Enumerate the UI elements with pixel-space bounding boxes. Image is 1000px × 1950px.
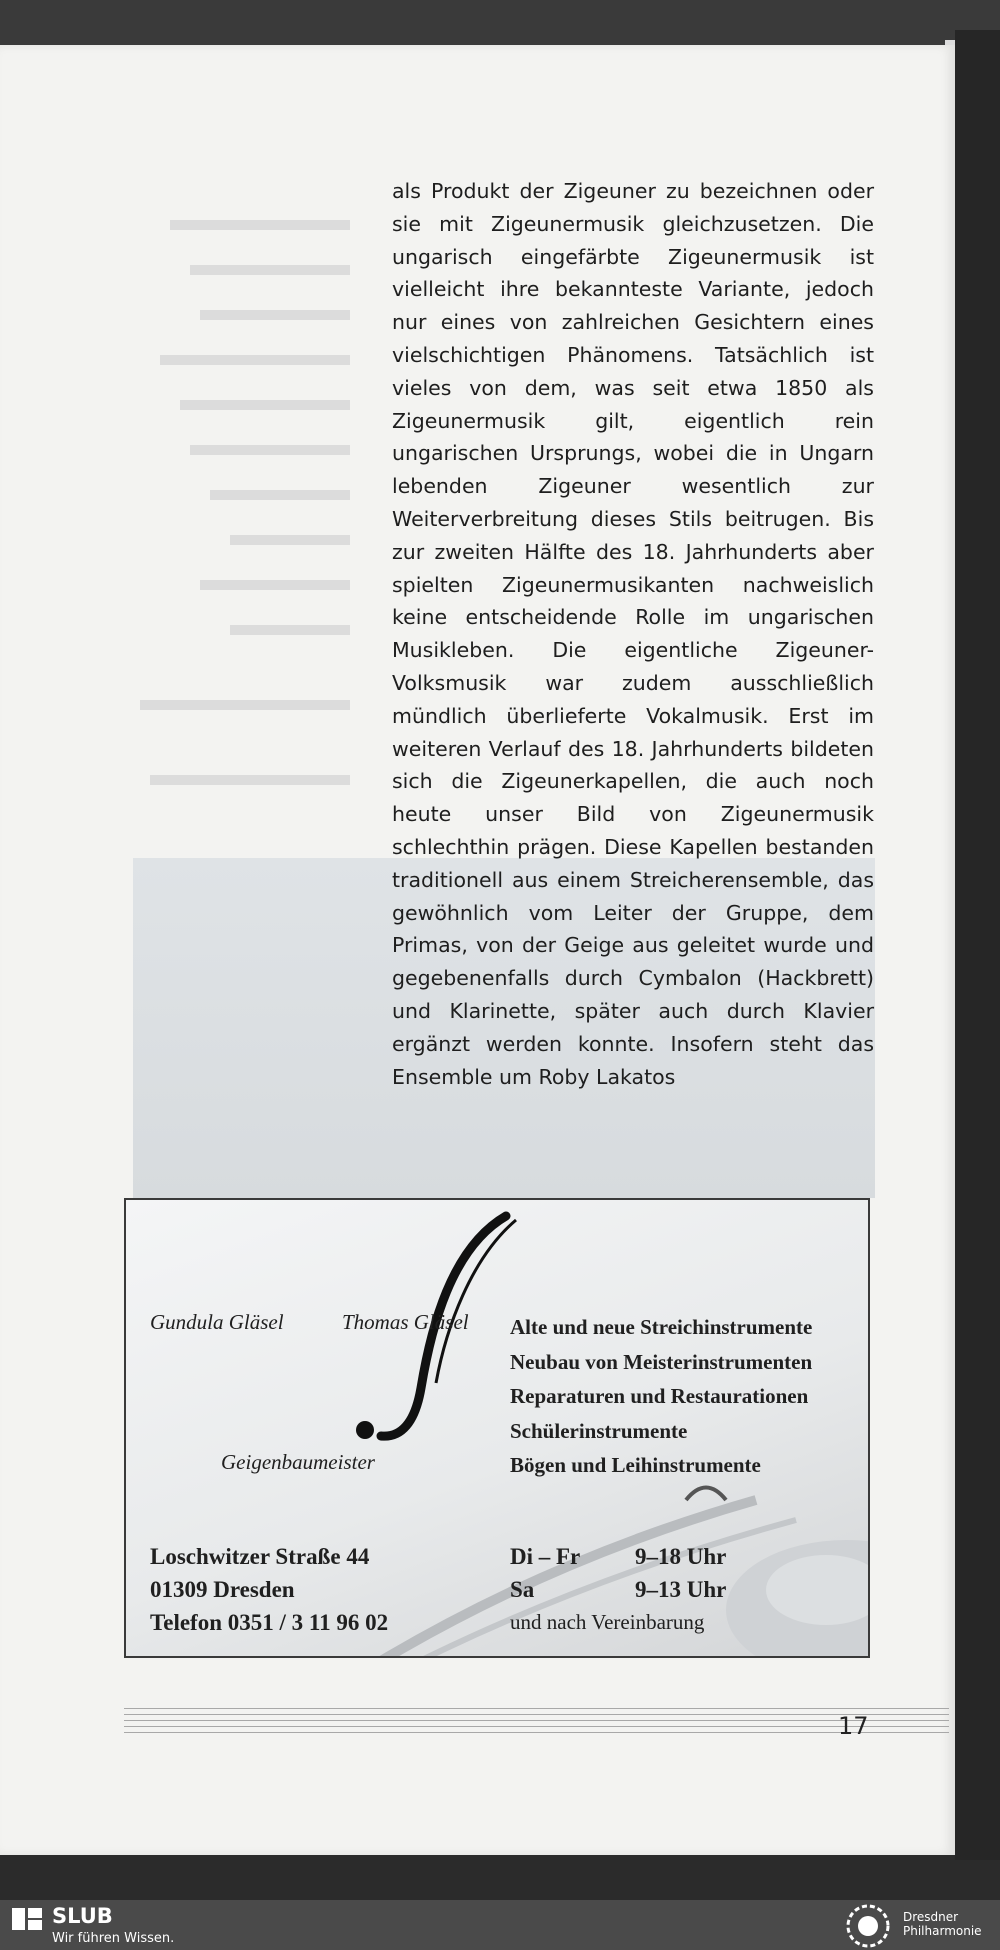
address-street: Loschwitzer Straße 44 <box>150 1544 370 1569</box>
slub-tagline: Wir führen Wissen. <box>52 1931 175 1946</box>
slub-logo-icon <box>12 1908 42 1930</box>
service-item: Schülerinstrumente <box>510 1418 688 1443</box>
scan-background-right <box>955 30 1000 1860</box>
owner-name-left: Gundula Gläsel <box>150 1310 284 1334</box>
profession-title: Geigenbaumeister <box>221 1450 375 1474</box>
owner-name-right: Thomas Gläsel <box>342 1310 469 1334</box>
philharmonie-name-line2: Philharmonie <box>903 1924 982 1938</box>
address-phone: Telefon 0351 / 3 11 96 02 <box>150 1610 389 1635</box>
hours-day: Di – Fr <box>510 1544 581 1569</box>
service-item: Neubau von Meisterinstrumenten <box>510 1349 813 1374</box>
advertisement-box <box>124 1198 870 1658</box>
service-item: Bögen und Leihinstrumente <box>510 1453 761 1477</box>
opening-hours <box>510 1540 726 1639</box>
scan-background-top <box>0 0 1000 45</box>
philharmonie-logo-icon <box>840 1904 896 1948</box>
body-paragraph: als Produkt der Zigeuner zu bezeichnen oder sie mit Zigeunermusik gleichzusetzen. Die ungarisch eingefärbte Zigeunermusik ist vielleicht ihre bekannteste Variante, jedoch nur eines von zahlreichen Gesichtern eines vielschichtigen Phänomens. Tatsächlich ist vieles von dem, was seit etwa 1850 als Zigeunermusik gilt, eigentlich rein ungarischen Ursprungs, wobei die in Ungarn lebenden Zigeuner wesentlich zur Weiterverbreitung dieses Stils beitrugen. Bis zur zweiten Hälfte des 18. Jahrhunderts aber spielten Zigeunermusikanten nachweislich keine entscheidende Rolle im ungarischen Musikleben. Die eigentliche Zigeuner-Volksmusik war zudem ausschließlich mündlich überlieferte Vokalmusik. Erst im weiteren Verlauf des 18. Jahrhunderts bildeten sich die Zigeunerkapellen, die auch noch heute unser Bild von Zigeunermusik schlechthin prägen. Diese Kapellen bestanden traditionell aus einem Streicherensemble, das gewöhnlich vom Leiter der Gruppe, dem Primas, von der Geige aus geleitet wurde und gegebenenfalls durch Cymbalon (Hackbrett) und Klarinette, später auch durch Klavier ergänzt werden konnte. Insofern steht das Ensemble um Roby Lakatos <box>392 179 874 1089</box>
service-item: Alte und neue Streichinstrumente <box>510 1315 813 1339</box>
hours-row <box>510 1540 726 1573</box>
services-list <box>510 1310 812 1483</box>
address-city: 01309 Dresden <box>150 1577 295 1602</box>
bleed-through-decoration <box>130 170 360 830</box>
hours-row <box>510 1573 726 1606</box>
footer-rule-lines <box>124 1708 949 1738</box>
philharmonie-name[interactable] <box>903 1910 982 1938</box>
article-body <box>392 175 874 1093</box>
hours-note: und nach Vereinbarung <box>510 1610 705 1634</box>
slub-name[interactable]: SLUB <box>52 1904 113 1928</box>
hours-time: 9–18 Uhr <box>635 1544 727 1569</box>
page-number: 17 <box>838 1712 869 1740</box>
service-item: Reparaturen und Restaurationen <box>510 1384 809 1408</box>
library-footer-bar <box>0 1900 1000 1950</box>
philharmonie-name-line1: Dresdner <box>903 1910 959 1924</box>
hours-time: 9–13 Uhr <box>635 1577 727 1602</box>
address-block <box>150 1540 388 1639</box>
hours-day: Sa <box>510 1577 535 1602</box>
